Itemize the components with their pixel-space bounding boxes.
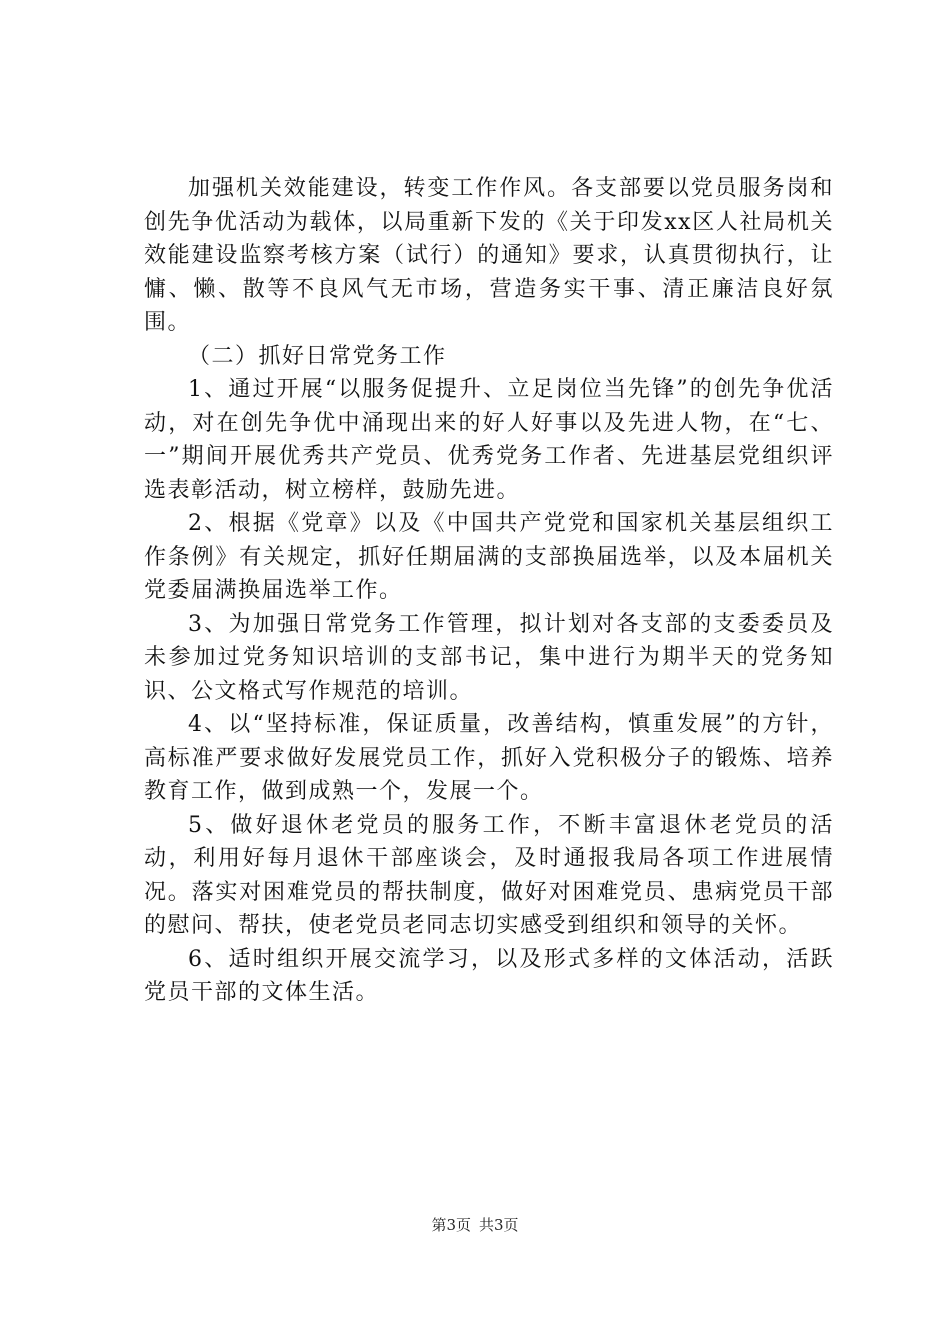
section-heading-party-affairs: （二）抓好日常党务工作 (188, 343, 447, 369)
document-body (144, 172, 834, 1010)
paragraph-item-3: 3、为加强日常党务工作管理，拟计划对各支部的支委委员及未参加过党务知识培训的支部书记，集中进行为期半天的党务知识、公文格式写作规范的培训。 (144, 611, 834, 704)
paragraph-item-4: 4、以“坚持标准，保证质量，改善结构，慎重发展”的方针，高标准严要求做好发展党员工作，抓好入党积极分子的锻炼、培养教育工作，做到成熟一个，发展一个。 (144, 712, 834, 804)
page-footer (0, 1214, 950, 1235)
paragraph-efficiency: 加强机关效能建设，转变工作作风。各支部要以党员服务岗和创先争优活动为载体，以局重新下发的《关于印发xx区人社局机关效能建设监察考核方案（试行）的通知》要求，认真贯彻执行，让慵、懒、散等不良风气无市场，营造务实干事、清正廉洁良好氛围。 (144, 176, 834, 335)
paragraph-item-2: 2、根据《党章》以及《中国共产党党和国家机关基层组织工作条例》有关规定，抓好任期届满的支部换届选举，以及本届机关党委届满换届选举工作。 (144, 511, 834, 603)
page-number: 第3页 (431, 1216, 471, 1234)
paragraph-item-6: 6、适时组织开展交流学习，以及形式多样的文体活动，活跃党员干部的文体生活。 (144, 946, 834, 1005)
page-total: 共3页 (479, 1216, 519, 1234)
paragraph-item-5: 5、做好退休老党员的服务工作，不断丰富退休老党员的活动，利用好每月退休干部座谈会，及时通报我局各项工作进展情况。落实对困难党员的帮扶制度，做好对困难党员、患病党员干部的慰问、帮扶，使老党员老同志切实感受到组织和领导的关怀。 (144, 812, 834, 938)
paragraph-item-1: 1、通过开展“以服务促提升、立足岗位当先锋”的创先争优活动，对在创先争优中涌现出来的好人好事以及先进人物，在“七、一”期间开展优秀共产党员、优秀党务工作者、先进基层党组织评选表彰活动，树立榜样，鼓励先进。 (144, 377, 834, 503)
